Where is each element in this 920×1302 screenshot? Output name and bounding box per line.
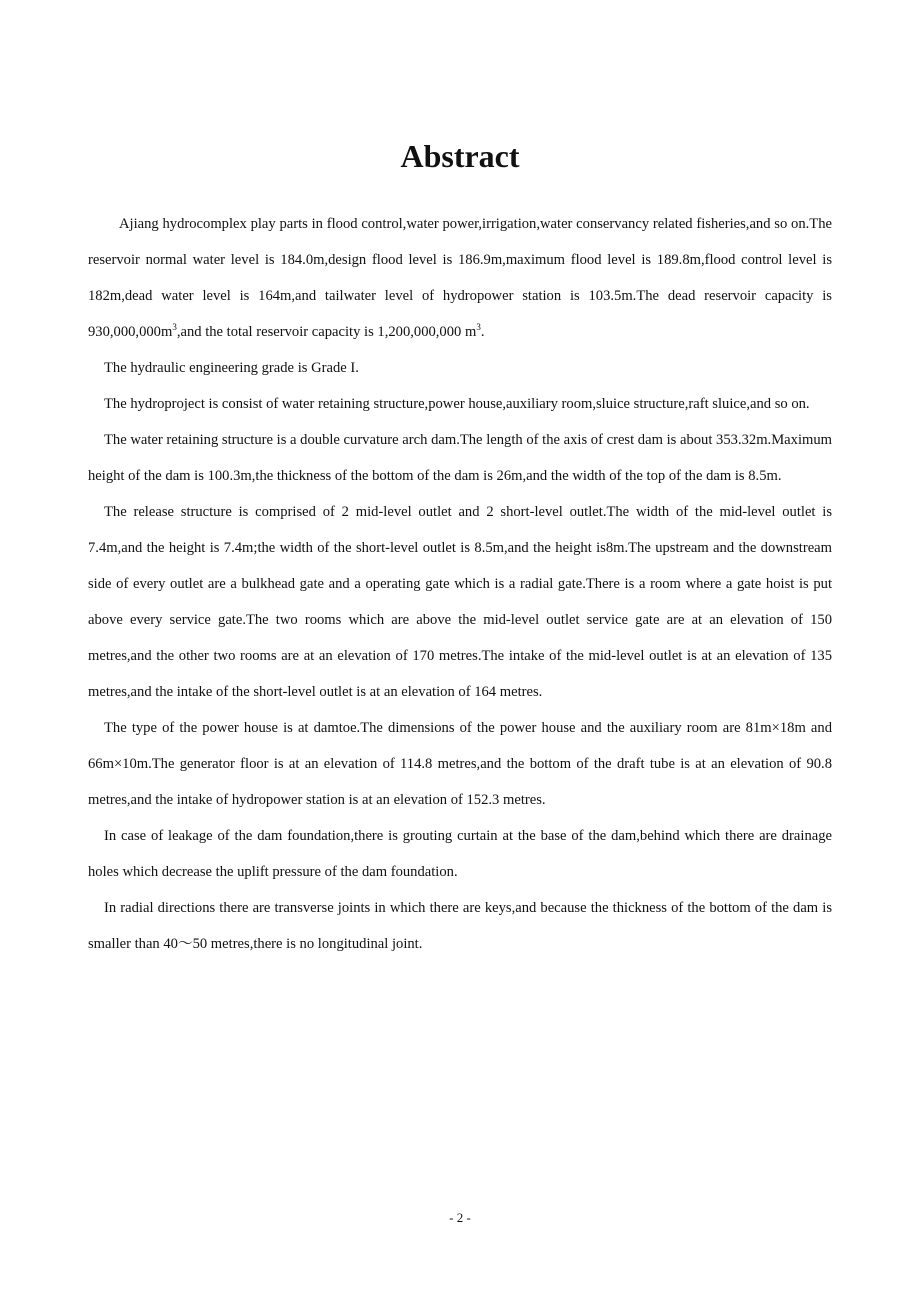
page-title: Abstract bbox=[400, 138, 520, 174]
paragraph-arch-dam: The water retaining structure is a double curvature arch dam.The length of the axis of crest dam is about 353.32m.Maximum height of the dam is 100.3m,the thickness of the bottom of the dam is 26m,and the width of the top of the dam is 8.5m. bbox=[88, 432, 832, 484]
paragraph-power-house: The type of the power house is at damtoe.The dimensions of the power house and the auxiliary room are 81m×18m and 66m×10m.The generator floor is at an elevation of 114.8 metres,and the bottom of the draft tube is at an elevation of 90.8 metres,and the intake of hydropower station is at an elevation of 152.3 metres. bbox=[88, 720, 832, 808]
paragraph-overview-text-a: Ajiang hydrocomplex play parts in flood control,water power,irrigation,water conservancy related fisheries,and so on.The reservoir normal water level is 184.0m,design flood level is 186.9m,maximum flood level is 189.8m,flood control level is 182m,dead water level is 164m,and tailwater level of hydropower station is 103.5m.The dead reservoir capacity is 930,000,000m bbox=[88, 216, 832, 340]
superscript-cubed: 3 bbox=[476, 322, 481, 333]
abstract-body bbox=[88, 206, 832, 962]
page-number: - 2 - bbox=[449, 1210, 471, 1225]
superscript-cubed: 3 bbox=[172, 322, 177, 333]
paragraph-joints: In radial directions there are transverse joints in which there are keys,and because the thickness of the bottom of the dam is smaller than 40～50 metres,there is no longitudinal joint. bbox=[88, 900, 832, 952]
paragraph-components: The hydroproject is consist of water retaining structure,power house,auxiliary room,sluice structure,raft sluice,and so on. bbox=[104, 396, 810, 412]
paragraph-overview-text-b: ,and the total reservoir capacity is 1,200,000,000 m bbox=[176, 324, 477, 340]
paragraph-grade: The hydraulic engineering grade is Grade I. bbox=[104, 360, 359, 376]
paragraph-overview-text-c: . bbox=[480, 324, 485, 340]
paragraph-foundation: In case of leakage of the dam foundation,there is grouting curtain at the base of the dam,behind which there are drainage holes which decrease the uplift pressure of the dam foundation. bbox=[88, 828, 832, 880]
paragraph-release-structure: The release structure is comprised of 2 mid-level outlet and 2 short-level outlet.The width of the mid-level outlet is 7.4m,and the height is 7.4m;the width of the short-level outlet is 8.5m,and the height is8m.The upstream and the downstream side of every outlet are a bulkhead gate and a operating gate which is a radial gate.There is a room where a gate hoist is put above every service gate.The two rooms which are above the mid-level outlet service gate are at an elevation of 150 metres,and the other two rooms are at an elevation of 170 metres.The intake of the mid-level outlet is at an elevation of 135 metres,and the intake of the short-level outlet is at an elevation of 164 metres. bbox=[88, 504, 832, 700]
paragraph-overview bbox=[88, 206, 832, 350]
